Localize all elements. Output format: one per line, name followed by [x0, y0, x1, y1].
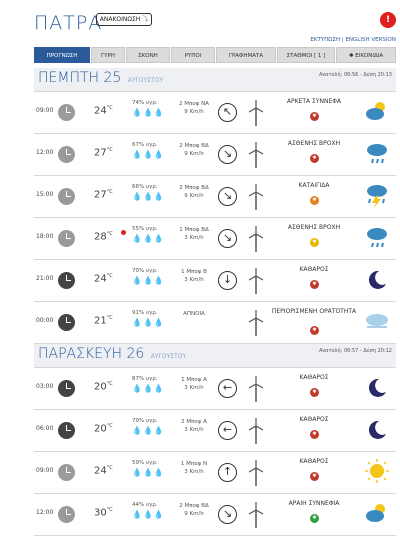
humidity: 66% υγρ. — [132, 184, 158, 190]
wind-direction-icon: ↘ — [218, 505, 237, 524]
rain-icon — [364, 140, 390, 166]
wind-turbine — [248, 376, 264, 402]
weather-icon — [364, 98, 390, 124]
wind-turbine-icon — [248, 142, 264, 168]
forecast-time: 09:00 — [36, 107, 54, 114]
weather-condition: ΚΑΘΑΡΟΣ — [299, 266, 329, 273]
humidity: 74% υγρ. — [132, 100, 158, 106]
tab-icons[interactable]: ✱ ΕΙΚΟΝΙΔΙΑ — [336, 47, 396, 63]
forecast-time: 06:00 — [36, 425, 54, 432]
moon-icon — [364, 416, 390, 442]
humidity-drops-icon: 💧💧💧 — [132, 468, 165, 477]
temperature: $24^{^\circ C}$ — [94, 105, 113, 117]
sun-icon — [364, 458, 390, 484]
forecast-row[interactable] — [34, 452, 396, 494]
humidity: 70% υγρ. — [132, 268, 158, 274]
uv-index-icon: ✱ — [310, 326, 319, 335]
wind-turbine — [248, 226, 264, 252]
forecast-row[interactable] — [34, 176, 396, 218]
weather-condition: ΑΡΑΙΗ ΣΥΝΝΕΦΙΑ — [288, 500, 340, 507]
temperature: $28^{^\circ C}$ — [94, 231, 113, 243]
forecast-time: 03:00 — [36, 383, 54, 390]
humidity: 59% υγρ. — [132, 460, 158, 466]
wind-turbine — [248, 418, 264, 444]
humidity-drops-icon: 💧💧💧 — [132, 318, 165, 327]
humidity-drops-icon: 💧💧💧 — [132, 426, 165, 435]
forecast-row[interactable] — [34, 368, 396, 410]
wind-turbine — [248, 310, 264, 336]
clock-icon — [58, 464, 75, 481]
temperature: $24^{^\circ C}$ — [94, 465, 113, 477]
weather-condition: ΑΡΚΕΤΑ ΣΥΝΝΕΦΑ — [286, 98, 342, 105]
forecast-row[interactable] — [34, 218, 396, 260]
wind-info: 1 Μποφ Α 3 Km/h — [181, 377, 207, 391]
uv-index-icon: ✱ — [310, 154, 319, 163]
sunrise-sunset: Ανατολή: 06:57 - Δύση 20:12 — [318, 348, 392, 354]
weather-condition: ΚΑΘΑΡΟΣ — [299, 458, 329, 465]
rain-icon — [364, 224, 390, 250]
humidity: 55% υγρ. — [132, 226, 158, 232]
day-month: ΑΥΓΟΥΣΤΟΥ — [127, 77, 164, 84]
wind-info: 2 Μποφ ΒΔ 9 Km/h — [179, 143, 209, 157]
temperature: $20^{^\circ C}$ — [94, 381, 113, 393]
wind-turbine — [248, 460, 264, 486]
weather-icon — [364, 500, 390, 526]
wind-info: 2 Μποφ ΝΑ 9 Km/h — [179, 101, 209, 115]
forecast-row[interactable] — [34, 260, 396, 302]
clock-icon — [58, 422, 75, 439]
wind-turbine — [248, 100, 264, 126]
forecast-row[interactable] — [34, 494, 396, 536]
day-name — [38, 346, 186, 362]
wind-direction-icon: ↖ — [218, 103, 237, 122]
humidity-drops-icon: 💧💧💧 — [132, 108, 165, 117]
wind-info: 1 Μποφ Ν 3 Km/h — [180, 461, 208, 475]
moon-icon — [364, 266, 390, 292]
temperature: $24^{^\circ C}$ — [94, 273, 113, 285]
clock-icon — [58, 380, 75, 397]
wind-direction-icon: ← — [218, 421, 237, 440]
uv-index-icon: ✱ — [310, 238, 319, 247]
weather-condition: ΚΑΘΑΡΟΣ — [299, 416, 329, 423]
weather-icon — [364, 416, 390, 442]
humidity: 44% υγρ. — [132, 502, 158, 508]
forecast-time: 09:00 — [36, 467, 54, 474]
heat-warning-dot — [121, 230, 126, 235]
wind-turbine-icon — [248, 310, 264, 336]
humidity-drops-icon: 💧💧💧 — [132, 150, 165, 159]
uv-index-icon: ✱ — [310, 388, 319, 397]
tab-pollen[interactable]: ΓΥΡΗ — [91, 47, 125, 63]
humidity: 87% υγρ. — [132, 376, 158, 382]
clock-icon — [58, 272, 75, 289]
wind-info: ΑΠΝΟΙΑ — [183, 311, 205, 317]
alert-icon[interactable]: ! — [380, 12, 396, 28]
uv-index-icon: ✱ — [310, 472, 319, 481]
weather-icon — [364, 140, 390, 166]
wind-turbine-icon — [248, 376, 264, 402]
wind-info: 1 Μποφ Β 3 Km/h — [181, 269, 207, 283]
weather-condition: ΚΑΘΑΡΟΣ — [299, 374, 329, 381]
humidity-drops-icon: 💧💧💧 — [132, 192, 165, 201]
wind-info: 2 Μποφ ΒΔ 9 Km/h — [179, 503, 209, 517]
forecast-time: 21:00 — [36, 275, 54, 282]
wind-turbine-icon — [248, 226, 264, 252]
temperature: $27^{^\circ C}$ — [94, 147, 113, 159]
wind-turbine-icon — [248, 502, 264, 528]
humidity: 67% υγρ. — [132, 142, 158, 148]
humidity-drops-icon: 💧💧💧 — [132, 276, 165, 285]
weather-icon — [364, 224, 390, 250]
forecast-time: 12:00 — [36, 149, 54, 156]
uv-index-icon: ✱ — [310, 430, 319, 439]
forecast-row[interactable] — [34, 92, 396, 134]
forecast-row[interactable] — [34, 134, 396, 176]
day-name — [38, 70, 163, 86]
wind-direction-icon: ↘ — [218, 145, 237, 164]
forecast-time: 00:00 — [36, 317, 54, 324]
uv-index-icon: ✱ — [310, 196, 319, 205]
humidity-drops-icon: 💧💧💧 — [132, 510, 165, 519]
wind-direction-icon: ↓ — [218, 271, 237, 290]
temperature: $20^{^\circ C}$ — [94, 423, 113, 435]
weather-icon — [364, 458, 390, 484]
temperature: $27^{^\circ C}$ — [94, 189, 113, 201]
uv-index-icon: ✱ — [310, 280, 319, 289]
weather-icon — [364, 374, 390, 400]
fog-icon — [364, 308, 390, 334]
partly-cloudy-icon — [364, 500, 390, 526]
wind-info: 2 Μποφ ΒΔ 9 Km/h — [179, 185, 209, 199]
tab-charts[interactable]: ΓΡΑΦΗΜΑΤΑ — [216, 47, 276, 63]
temperature: $21^{^\circ C}$ — [94, 315, 113, 327]
wind-turbine — [248, 268, 264, 294]
tab-dust[interactable]: ΣΚΟΝΗ — [126, 47, 170, 63]
weather-condition: ΑΣΘΕΝΗΣ ΒΡΟΧΗ — [287, 140, 341, 147]
forecast-row[interactable] — [34, 302, 396, 344]
wind-direction-icon: ← — [218, 379, 237, 398]
forecast-time: 12:00 — [36, 509, 54, 516]
wind-turbine-icon — [248, 268, 264, 294]
wind-turbine-icon — [248, 418, 264, 444]
day-month: ΑΥΓΟΥΣΤΟΥ — [150, 353, 187, 360]
wind-info: 2 Μποφ Α 3 Km/h — [181, 419, 207, 433]
announcement-button[interactable]: ΑΝΑΚΟΙΝΩΣΗ ⤵ — [96, 13, 152, 26]
wind-turbine-icon — [248, 100, 264, 126]
tab-bar — [34, 47, 396, 63]
thunderstorm-icon — [364, 182, 390, 208]
day-name-text: ΠΕΜΠΤΗ 25 — [38, 70, 126, 86]
day-header — [34, 68, 396, 92]
forecast-time: 15:00 — [36, 191, 54, 198]
weather-icon — [364, 308, 390, 334]
temperature: $30^{^\circ C}$ — [94, 507, 113, 519]
forecast-time: 18:00 — [36, 233, 54, 240]
tab-forecast[interactable]: ΠΡΟΓΝΩΣΗ — [34, 47, 90, 63]
wind-turbine-icon — [248, 460, 264, 486]
print-english-links[interactable]: ΕΚΤΥΠΩΣΗ | ENGLISH VERSION — [310, 37, 396, 43]
tab-stations[interactable]: ΣΤΑΘΜΟΙ [ 1 ] — [277, 47, 335, 63]
wind-turbine — [248, 142, 264, 168]
clock-icon — [58, 230, 75, 247]
clock-icon — [58, 188, 75, 205]
city-title: ΠΑΤΡΑ — [34, 12, 103, 34]
weather-condition: ΚΑΤΑΙΓΙΔΑ — [298, 182, 330, 189]
weather-icon — [364, 182, 390, 208]
clock-icon — [58, 314, 75, 331]
humidity-drops-icon: 💧💧💧 — [132, 384, 165, 393]
wind-info: 1 Μποφ ΒΔ 3 Km/h — [179, 227, 209, 241]
uv-index-icon: ✱ — [310, 112, 319, 121]
day-name-text: ΠΑΡΑΣΚΕΥΗ 26 — [38, 346, 149, 362]
weather-condition: ΠΕΡΙΟΡΙΣΜΕΝΗ ΟΡΑΤΟΤΗΤΑ — [271, 308, 357, 315]
wind-turbine — [248, 502, 264, 528]
weather-icon — [364, 266, 390, 292]
moon-icon — [364, 374, 390, 400]
wind-turbine — [248, 184, 264, 210]
wind-direction-icon: ↘ — [218, 187, 237, 206]
weather-condition: ΑΣΘΕΝΗΣ ΒΡΟΧΗ — [287, 224, 341, 231]
forecast-row[interactable] — [34, 410, 396, 452]
clock-icon — [58, 506, 75, 523]
wind-direction-icon: ↑ — [218, 463, 237, 482]
partly-cloudy-icon — [364, 98, 390, 124]
tab-pollutants[interactable]: ΡΥΠΟΙ — [171, 47, 215, 63]
wind-turbine-icon — [248, 184, 264, 210]
day-header — [34, 344, 396, 368]
sunrise-sunset: Ανατολή: 06:56 - Δύση 20:13 — [318, 72, 392, 78]
clock-icon — [58, 146, 75, 163]
uv-index-icon: ✱ — [310, 514, 319, 523]
humidity: 79% υγρ. — [132, 418, 158, 424]
clock-icon — [58, 104, 75, 121]
wind-direction-icon: ↘ — [218, 229, 237, 248]
humidity-drops-icon: 💧💧💧 — [132, 234, 165, 243]
header — [0, 0, 400, 42]
humidity: 91% υγρ. — [132, 310, 158, 316]
